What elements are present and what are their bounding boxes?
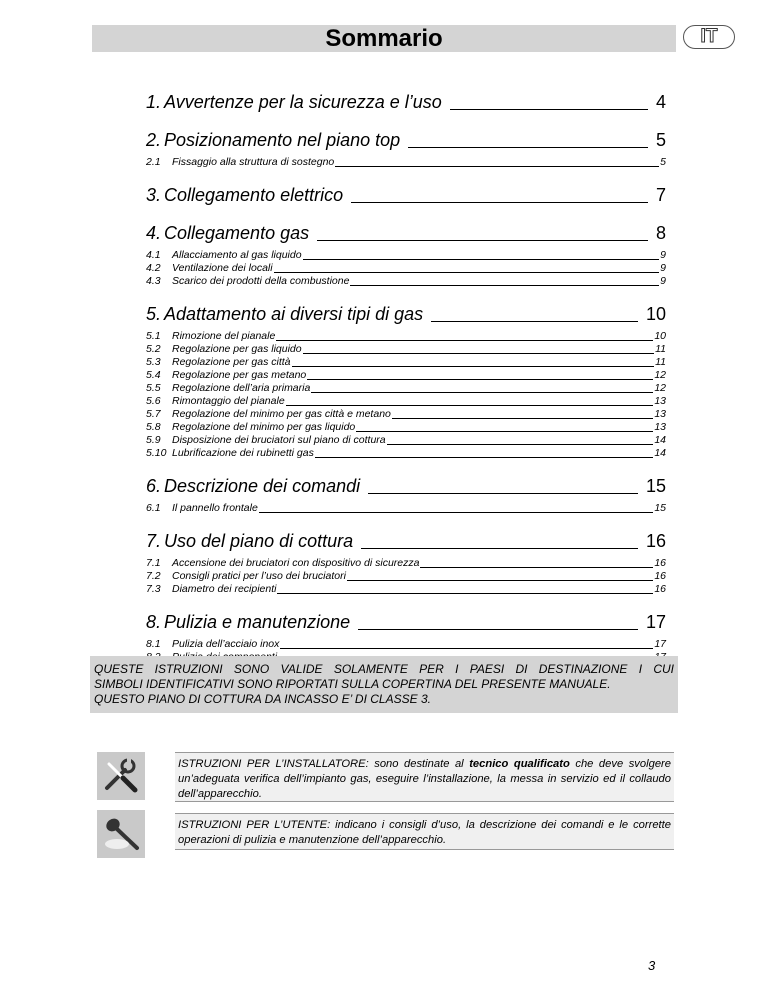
subsection-number: 5.10 xyxy=(146,447,167,459)
subsection-title: Rimozione del pianale xyxy=(172,330,276,342)
toc-subsection-list xyxy=(146,557,666,596)
section-number: 6. xyxy=(146,476,162,496)
subsection-number: 8.1 xyxy=(146,638,161,650)
subsection-number: 5.7 xyxy=(146,408,161,420)
section-page: 10 xyxy=(645,304,666,324)
section-title: Pulizia e manutenzione xyxy=(164,612,351,632)
toc-subsection[interactable] xyxy=(146,570,666,583)
subsection-title: Il pannello frontale xyxy=(172,502,258,514)
section-number: 2. xyxy=(146,130,162,150)
subsection-title: Regolazione del minimo per gas città e metano xyxy=(172,408,391,420)
page-title: Sommario xyxy=(92,25,676,52)
toc-section-heading[interactable] xyxy=(146,221,666,245)
subsection-page: 14 xyxy=(654,447,666,459)
subsection-page: 13 xyxy=(654,408,666,420)
toc-section xyxy=(146,90,666,114)
section-number: 5. xyxy=(146,304,162,324)
leader-line xyxy=(368,493,638,494)
notice-line: SIMBOLI IDENTIFICATIVI SONO RIPORTATI SULLA COPERTINA DEL PRESENTE MANUALE. xyxy=(94,677,611,691)
leader-line xyxy=(420,567,653,568)
toc-subsection[interactable] xyxy=(146,447,666,460)
subsection-title: Regolazione per gas città xyxy=(172,356,291,368)
language-badge: IT xyxy=(683,25,735,49)
leader-line xyxy=(317,240,648,241)
subsection-page: 13 xyxy=(654,421,666,433)
leader-line xyxy=(274,272,660,273)
leader-line xyxy=(303,353,655,354)
subsection-page: 9 xyxy=(660,249,666,261)
section-title: Collegamento elettrico xyxy=(164,185,344,205)
section-title: Collegamento gas xyxy=(164,223,310,243)
leader-line xyxy=(408,147,648,148)
subsection-page: 14 xyxy=(654,434,666,446)
subsection-title: Regolazione per gas liquido xyxy=(172,343,302,355)
leader-line xyxy=(303,259,660,260)
page-number: 3 xyxy=(648,958,656,973)
section-number: 7. xyxy=(146,531,162,551)
leader-line xyxy=(358,629,638,630)
subsection-page: 13 xyxy=(654,395,666,407)
toc-section-heading[interactable] xyxy=(146,302,666,326)
subsection-title: Accensione dei bruciatori con dispositivo di sicurezza xyxy=(172,557,420,569)
toc-section-heading[interactable] xyxy=(146,474,666,498)
toc-subsection[interactable] xyxy=(146,369,666,382)
subsection-page: 9 xyxy=(660,262,666,274)
subsection-title: Ventilazione dei locali xyxy=(172,262,273,274)
leader-line xyxy=(307,379,653,380)
section-title: Adattamento ai diversi tipi di gas xyxy=(164,304,424,324)
subsection-number: 5.1 xyxy=(146,330,161,342)
leader-line xyxy=(347,580,653,581)
section-number: 3. xyxy=(146,185,162,205)
toc-subsection[interactable] xyxy=(146,408,666,421)
toc-subsection-list xyxy=(146,249,666,288)
leader-line xyxy=(311,392,653,393)
toc-subsection-list xyxy=(146,330,666,460)
subsection-number: 5.9 xyxy=(146,434,161,446)
subsection-title: Scarico dei prodotti della combustione xyxy=(172,275,350,287)
subsection-number: 6.1 xyxy=(146,502,161,514)
installer-highlight: tecnico qualificato xyxy=(469,758,570,770)
subsection-title: Lubrificazione dei rubinetti gas xyxy=(172,447,314,459)
leader-line xyxy=(350,285,659,286)
subsection-page: 11 xyxy=(655,343,666,355)
subsection-number: 5.6 xyxy=(146,395,161,407)
tools-icon xyxy=(97,752,145,800)
subsection-number: 2.1 xyxy=(146,156,161,168)
toc-subsection[interactable] xyxy=(146,638,666,651)
subsection-number: 4.2 xyxy=(146,262,161,274)
subsection-number: 4.1 xyxy=(146,249,161,261)
leader-line xyxy=(361,548,638,549)
notice-line: QUESTE ISTRUZIONI SONO VALIDE SOLAMENTE PER I PAESI DI DESTINAZIONE I CUI xyxy=(94,662,674,676)
leader-line xyxy=(292,366,655,367)
subsection-number: 5.2 xyxy=(146,343,161,355)
subsection-title: Regolazione per gas metano xyxy=(172,369,307,381)
section-page: 8 xyxy=(655,223,666,243)
leader-line xyxy=(450,109,648,110)
leader-line xyxy=(387,444,654,445)
subsection-page: 12 xyxy=(654,369,666,381)
toc-section xyxy=(146,183,666,207)
leader-line xyxy=(351,202,648,203)
subsection-page: 9 xyxy=(660,275,666,287)
subsection-number: 5.4 xyxy=(146,369,161,381)
subsection-title: Rimontaggio del pianale xyxy=(172,395,285,407)
leader-line xyxy=(277,593,653,594)
toc-section xyxy=(146,529,666,596)
toc-section-heading[interactable] xyxy=(146,529,666,553)
toc-section xyxy=(146,221,666,288)
toc-subsection[interactable] xyxy=(146,156,666,169)
section-title: Posizionamento nel piano top xyxy=(164,130,401,150)
subsection-page: 11 xyxy=(655,356,666,368)
subsection-page: 16 xyxy=(654,557,666,569)
subsection-page: 10 xyxy=(654,330,666,342)
section-number: 8. xyxy=(146,612,162,632)
toc-subsection[interactable] xyxy=(146,275,666,288)
subsection-page: 15 xyxy=(654,502,666,514)
leader-line xyxy=(315,457,653,458)
subsection-title: Fissaggio alla struttura di sostegno xyxy=(172,156,335,168)
leader-line xyxy=(276,340,653,341)
leader-line xyxy=(335,166,659,167)
toc-subsection[interactable] xyxy=(146,583,666,596)
section-number: 4. xyxy=(146,223,162,243)
subsection-page: 17 xyxy=(654,638,666,650)
subsection-title: Pulizia dell’acciaio inox xyxy=(172,638,280,650)
toc-subsection[interactable] xyxy=(146,330,666,343)
subsection-page: 16 xyxy=(654,570,666,582)
toc-subsection[interactable] xyxy=(146,356,666,369)
section-title: Avvertenze per la sicurezza e l’uso xyxy=(164,92,442,112)
toc-subsection[interactable] xyxy=(146,262,666,275)
section-page: 5 xyxy=(655,130,666,150)
leader-line xyxy=(286,405,654,406)
toc-section-heading[interactable] xyxy=(146,610,666,634)
subsection-number: 5.5 xyxy=(146,382,161,394)
toc-section-heading[interactable] xyxy=(146,90,666,114)
validity-notice xyxy=(90,656,678,713)
subsection-number: 7.3 xyxy=(146,583,161,595)
toc-subsection[interactable] xyxy=(146,343,666,356)
subsection-page: 5 xyxy=(660,156,666,168)
toc-subsection[interactable] xyxy=(146,502,666,515)
table-of-contents xyxy=(146,90,666,678)
subsection-number: 7.1 xyxy=(146,557,161,569)
toc-subsection[interactable] xyxy=(146,434,666,447)
toc-subsection[interactable] xyxy=(146,382,666,395)
toc-subsection[interactable] xyxy=(146,395,666,408)
toc-subsection[interactable] xyxy=(146,249,666,262)
toc-subsection[interactable] xyxy=(146,421,666,434)
toc-subsection-list xyxy=(146,502,666,515)
toc-section xyxy=(146,128,666,169)
subsection-number: 5.8 xyxy=(146,421,161,433)
subsection-page: 12 xyxy=(654,382,666,394)
spoon-icon xyxy=(97,810,145,858)
toc-section-heading[interactable] xyxy=(146,128,666,152)
subsection-title: Regolazione dell’aria primaria xyxy=(172,382,311,394)
section-number: 1. xyxy=(146,92,162,112)
user-instructions: ISTRUZIONI PER L’UTENTE: indicano i consigli d’uso, la descrizione dei comandi e le corrette operazioni di pulizia e manutenzione dell’apparecchio. xyxy=(175,813,674,850)
section-page: 4 xyxy=(655,92,666,112)
toc-section xyxy=(146,474,666,515)
leader-line xyxy=(431,321,638,322)
section-title: Descrizione dei comandi xyxy=(164,476,361,496)
section-page: 7 xyxy=(655,185,666,205)
leader-line xyxy=(259,512,654,513)
notice-line: QUESTO PIANO DI COTTURA DA INCASSO E’ DI CLASSE 3. xyxy=(94,692,431,706)
installer-instructions xyxy=(175,752,674,802)
toc-subsection[interactable] xyxy=(146,557,666,570)
section-title: Uso del piano di cottura xyxy=(164,531,354,551)
leader-line xyxy=(280,648,653,649)
installer-suffix: che deve svolgere un’adeguata verifica dell’impianto gas, eseguire l’installazione, la messa in servizio ed il collaudo dell’apparecchio. xyxy=(178,758,671,800)
toc-subsection-list xyxy=(146,156,666,169)
subsection-number: 4.3 xyxy=(146,275,161,287)
subsection-page: 16 xyxy=(654,583,666,595)
section-page: 15 xyxy=(645,476,666,496)
leader-line xyxy=(392,418,653,419)
subsection-title: Consigli pratici per l’uso dei bruciatori xyxy=(172,570,346,582)
subsection-title: Diametro dei recipienti xyxy=(172,583,277,595)
subsection-title: Disposizione dei bruciatori sul piano di cottura xyxy=(172,434,386,446)
subsection-title: Allacciamento al gas liquido xyxy=(172,249,302,261)
toc-section-heading[interactable] xyxy=(146,183,666,207)
section-page: 17 xyxy=(645,612,666,632)
subsection-title: Regolazione del minimo per gas liquido xyxy=(172,421,356,433)
toc-section xyxy=(146,302,666,460)
section-page: 16 xyxy=(645,531,666,551)
leader-line xyxy=(356,431,653,432)
subsection-number: 5.3 xyxy=(146,356,161,368)
subsection-number: 7.2 xyxy=(146,570,161,582)
installer-prefix: ISTRUZIONI PER L’INSTALLATORE: sono destinate al xyxy=(178,758,470,770)
